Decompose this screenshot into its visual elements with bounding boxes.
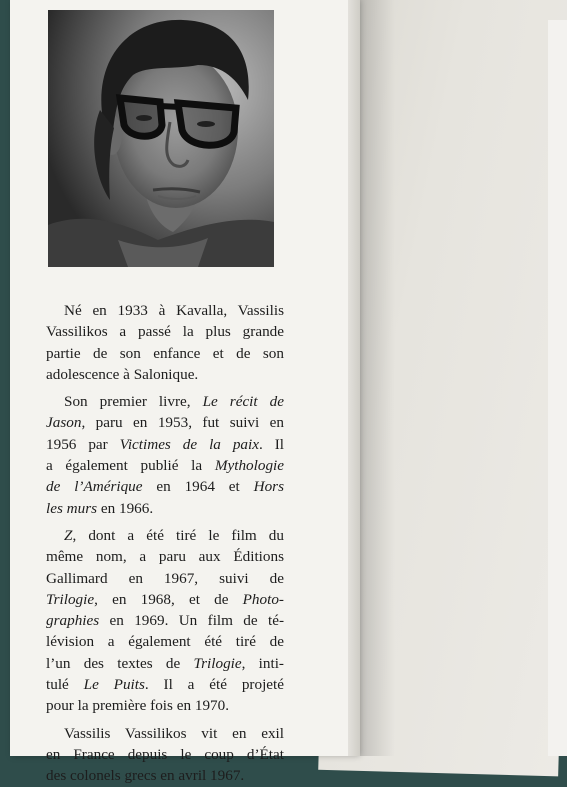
- bio-line: Z, dont a été tiré le film du: [64, 526, 284, 544]
- bio-line: partie de son enfance et de son: [46, 344, 284, 362]
- bio-line: Trilogie, en 1968, et de Photo-: [46, 590, 284, 608]
- author-portrait: [48, 10, 274, 267]
- author-biography: [46, 300, 284, 787]
- bio-line: de l’Amérique en 1964 et Hors: [46, 478, 285, 496]
- bio-line: Son premier livre, Le récit de: [64, 393, 284, 411]
- bio-line: les murs en 1966.: [46, 499, 154, 517]
- portrait-drawing: [48, 10, 274, 267]
- bio-line: pour la première fois en 1970.: [46, 697, 230, 715]
- bio-line: graphies en 1969. Un film de té-: [46, 612, 284, 630]
- page-shadow: [355, 0, 395, 756]
- bio-line: Vassilis Vassilikos vit en exil: [64, 724, 284, 742]
- bio-line: 1956 par Victimes de la paix. Il: [46, 435, 285, 453]
- bio-line: lévision a également été tiré de: [46, 633, 284, 651]
- bio-line: a également publié la Mythologie: [46, 457, 284, 475]
- bio-line: même nom, a paru aux Éditions: [46, 548, 284, 566]
- bio-line: en France depuis le coup d’État: [46, 745, 284, 763]
- bio-line: Né en 1933 à Kavalla, Vassilis: [64, 302, 284, 319]
- flap-fold: [348, 0, 360, 756]
- bio-line: Jason, paru en 1953, fut suivi en: [46, 414, 284, 432]
- bio-line: des colonels grecs en avril 1967.: [46, 767, 245, 785]
- bio-line: Vassilikos a passé la plus grande: [46, 323, 284, 341]
- bio-line: Gallimard en 1967, suivi de: [46, 569, 284, 587]
- bio-line: adolescence à Salonique.: [46, 365, 199, 383]
- jacket-flap: [10, 0, 358, 785]
- bio-line: l’un des textes de Trilogie, inti-: [46, 654, 284, 672]
- bio-line: tulé Le Puits. Il a été projeté: [46, 676, 284, 694]
- book-edge: [548, 20, 567, 756]
